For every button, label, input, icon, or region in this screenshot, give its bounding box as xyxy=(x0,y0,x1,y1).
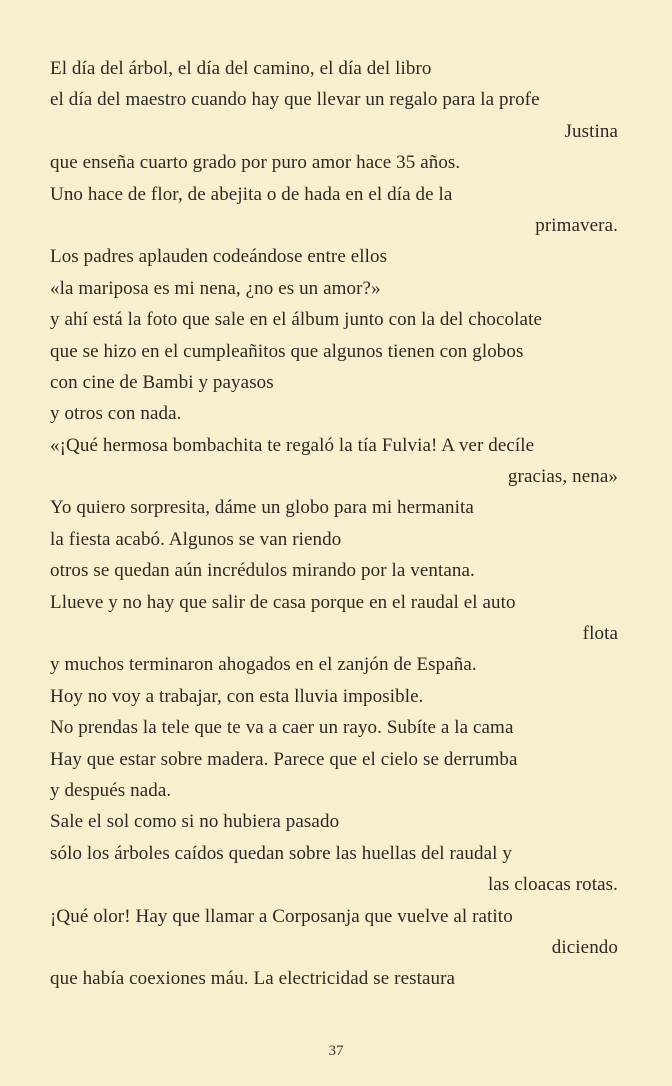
poem-line: Yo quiero sorpresita, dáme un globo para mi hermanita xyxy=(50,497,474,519)
poem-line: la fiesta acabó. Algunos se van riendo xyxy=(50,528,342,550)
poem-line: con cine de Bambi y payasos xyxy=(50,371,274,393)
poem-line: El día del árbol, el día del camino, el día del libro xyxy=(50,58,432,79)
poem-line: Los padres aplauden codeándose entre ellos xyxy=(50,246,388,268)
poem-line: sólo los árboles caídos quedan sobre las huellas del raudal y xyxy=(50,842,512,864)
poem-text-block xyxy=(50,53,618,995)
poem-line: Hoy no voy a trabajar, con esta lluvia imposible. xyxy=(50,685,424,707)
poem-line-continuation: primavera. xyxy=(535,214,618,236)
poem-line: «la mariposa es mi nena, ¿no es un amor?» xyxy=(50,277,381,299)
poem-line: Uno hace de flor, de abejita o de hada en el día de la xyxy=(50,183,453,205)
poem-line-continuation: gracias, nena» xyxy=(507,466,618,488)
poem-line: y después nada. xyxy=(50,779,172,801)
poem-line: ¡Qué olor! Hay que llamar a Corposanja que vuelve al ratito xyxy=(50,905,513,927)
poem-line: que enseña cuarto grado por puro amor hace 35 años. xyxy=(50,152,461,174)
poem-line: Sale el sol como si no hubiera pasado xyxy=(50,811,340,833)
page-number: 37 xyxy=(328,1043,344,1059)
poem-line: No prendas la tele que te va a caer un rayo. Subíte a la cama xyxy=(50,717,514,739)
poem-line: y muchos terminaron ahogados en el zanjón de España. xyxy=(50,654,477,676)
poem-line-continuation: Justina xyxy=(564,120,618,142)
poem-line: y ahí está la foto que sale en el álbum junto con la del chocolate xyxy=(50,309,542,331)
poem-line-continuation: las cloacas rotas. xyxy=(488,874,618,896)
poem-line: que había coexiones máu. La electricidad se restaura xyxy=(50,968,456,990)
poem-line: Hay que estar sobre madera. Parece que el cielo se derrumba xyxy=(50,748,518,770)
poem-line: y otros con nada. xyxy=(50,403,182,425)
poem-line: «¡Qué hermosa bombachita te regaló la tía Fulvia! A ver decíle xyxy=(50,434,535,456)
poem-line: Llueve y no hay que salir de casa porque en el raudal el auto xyxy=(50,591,516,613)
poem-line-continuation: flota xyxy=(582,623,618,645)
poem-line: que se hizo en el cumpleañitos que algunos tienen con globos xyxy=(50,340,524,362)
poem-line: otros se quedan aún incrédulos mirando por la ventana. xyxy=(50,560,475,582)
poem-line-continuation: diciendo xyxy=(551,936,618,958)
poem-line: el día del maestro cuando hay que llevar un regalo para la profe xyxy=(50,89,540,111)
